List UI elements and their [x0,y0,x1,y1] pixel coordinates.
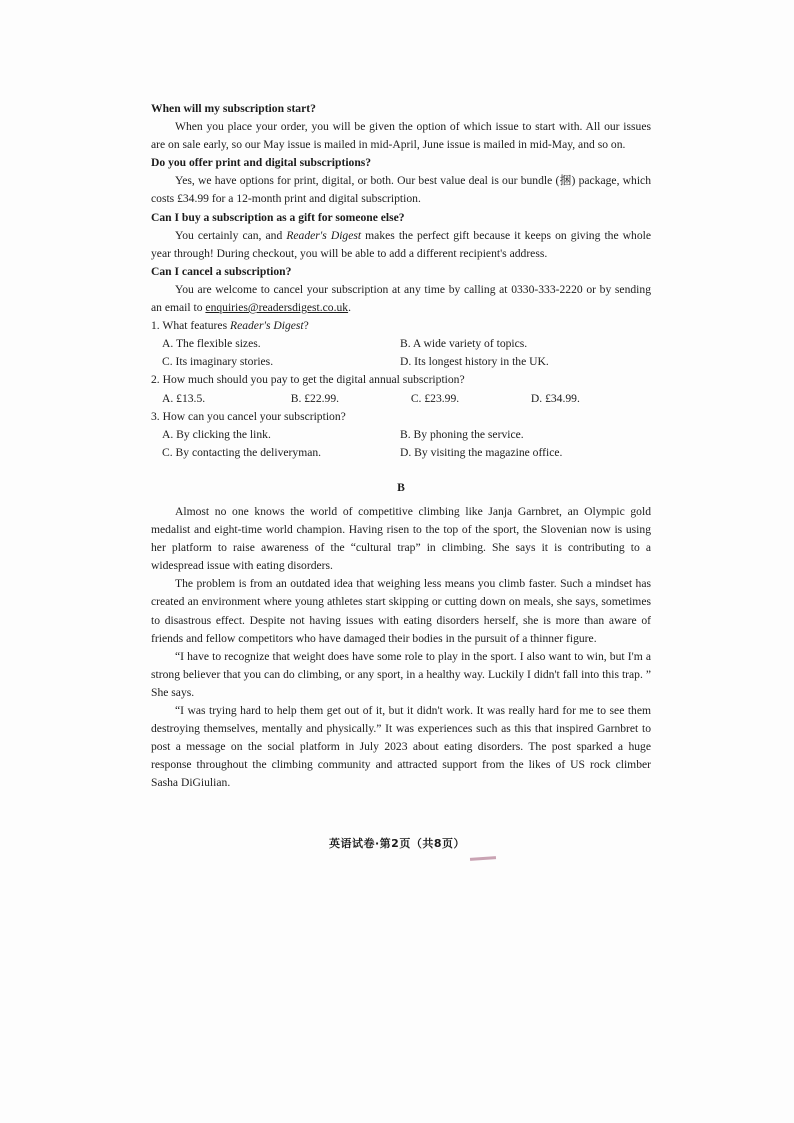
faq-question-1: When will my subscription start? [151,102,316,115]
faq-question-3: Can I buy a subscription as a gift for someone else? [151,210,405,224]
exam-page [151,100,651,792]
magazine-name: Reader's Digest [286,228,362,242]
option-3c[interactable]: C. By contacting the deliveryman. [162,445,322,459]
faq-answer-1: When you place your order, you will be given the option of which issue to start with. All our issues are on sale early, so our May issue is mailed in mid-April, June issue is mailed in mid-May, and so on. [151,120,651,152]
faq-answer-3 [151,227,651,263]
faq-question-2: Do you offer print and digital subscriptions? [151,156,372,170]
faq-answer-4-text-end: . [348,301,351,315]
section-b-paragraph-3: “I have to recognize that weight does have some role to play in the sport. I also want to win, but I'm a strong believer that you can do climbing, or any sport, in a healthy way. Luckily I didn't fall into this trap. ” She says. [151,649,651,699]
question-2-options [151,390,651,408]
faq-question-4: Can I cancel a subscription? [151,264,292,278]
option-2c[interactable]: C. £23.99. [410,391,460,405]
question-1-stem: 1. What features [151,319,230,333]
option-2d[interactable]: D. £34.99. [530,391,580,405]
faq-answer-4 [151,281,651,317]
option-2a[interactable]: A. £13.5. [162,391,206,405]
option-1b[interactable]: B. A wide variety of topics. [400,337,528,351]
email-link[interactable]: enquiries@readersdigest.co.uk [205,301,349,315]
question-3-options-row-1 [151,426,651,444]
option-3a[interactable]: A. By clicking the link. [162,427,271,441]
question-1-magazine: Reader's Digest [229,319,304,333]
option-2b[interactable]: B. £22.99. [290,391,340,405]
faq-answer-4-text: You are welcome to cancel your subscription at any time by calling at 0330-333-2220 or by sending an email to [151,282,651,315]
page-footer: 英语试卷·第2页（共8页） [329,837,465,850]
question-1-options-row-1 [151,335,651,353]
section-b-title: B [397,480,405,494]
option-1a[interactable]: A. The flexible sizes. [162,337,261,351]
question-1-stem-end: ? [303,319,309,333]
pen-mark [470,856,496,861]
faq-answer-2: Yes, we have options for print, digital, or both. Our best value deal is our bundle (捆) package, which costs £34.99 for a 12-month print and digital subscription. [151,174,651,206]
question-1 [151,317,651,335]
section-b-paragraph-1: Almost no one knows the world of competitive climbing like Janja Garnbret, an Olympic gold medalist and eight-time world champion. Having risen to the top of the sport, the Slovenian now is using her platform to raise awareness of the “cultural trap” in climbing. She says it is contributing to a widespread issue with eating disorders. [151,504,651,573]
question-3-options-row-2 [151,444,651,462]
section-b-paragraph-4: “I was trying hard to help them get out of it, but it didn't work. It was really hard for me to see them destroying themselves, mentally and physically.” It was experiences such as this that inspired Garnbret to post a message on the social platform in July 2023 about eating disorders. The post sparked a huge response throughout the climbing community and attracted support from the likes of US rock climber Sasha DiGiulian. [151,704,651,790]
option-3b[interactable]: B. By phoning the service. [400,427,524,441]
faq-answer-3-text: You certainly can, and [175,228,287,242]
option-1d[interactable]: D. Its longest history in the UK. [400,355,549,369]
question-2: 2. How much should you pay to get the digital annual subscription? [151,373,465,387]
option-3d[interactable]: D. By visiting the magazine office. [400,445,563,459]
question-1-options-row-2 [151,353,651,371]
option-1c[interactable]: C. Its imaginary stories. [162,355,274,369]
question-3: 3. How can you cancel your subscription? [151,409,346,423]
section-b-paragraph-2: The problem is from an outdated idea that weighing less means you climb faster. Such a mindset has created an environment where young athletes start skipping or cutting down on meals, she says, sometimes to disastrous effect. Despite not having issues with eating disorders herself, she is more than aware of friends and fellow competitors who have damaged their bodies in the pursuit of a thinner figure. [151,577,651,645]
faq-answer-3-text-end: makes the perfect gift because it keeps on giving the whole year through! During checkout, you will be able to add a different recipient's address. [151,228,651,260]
